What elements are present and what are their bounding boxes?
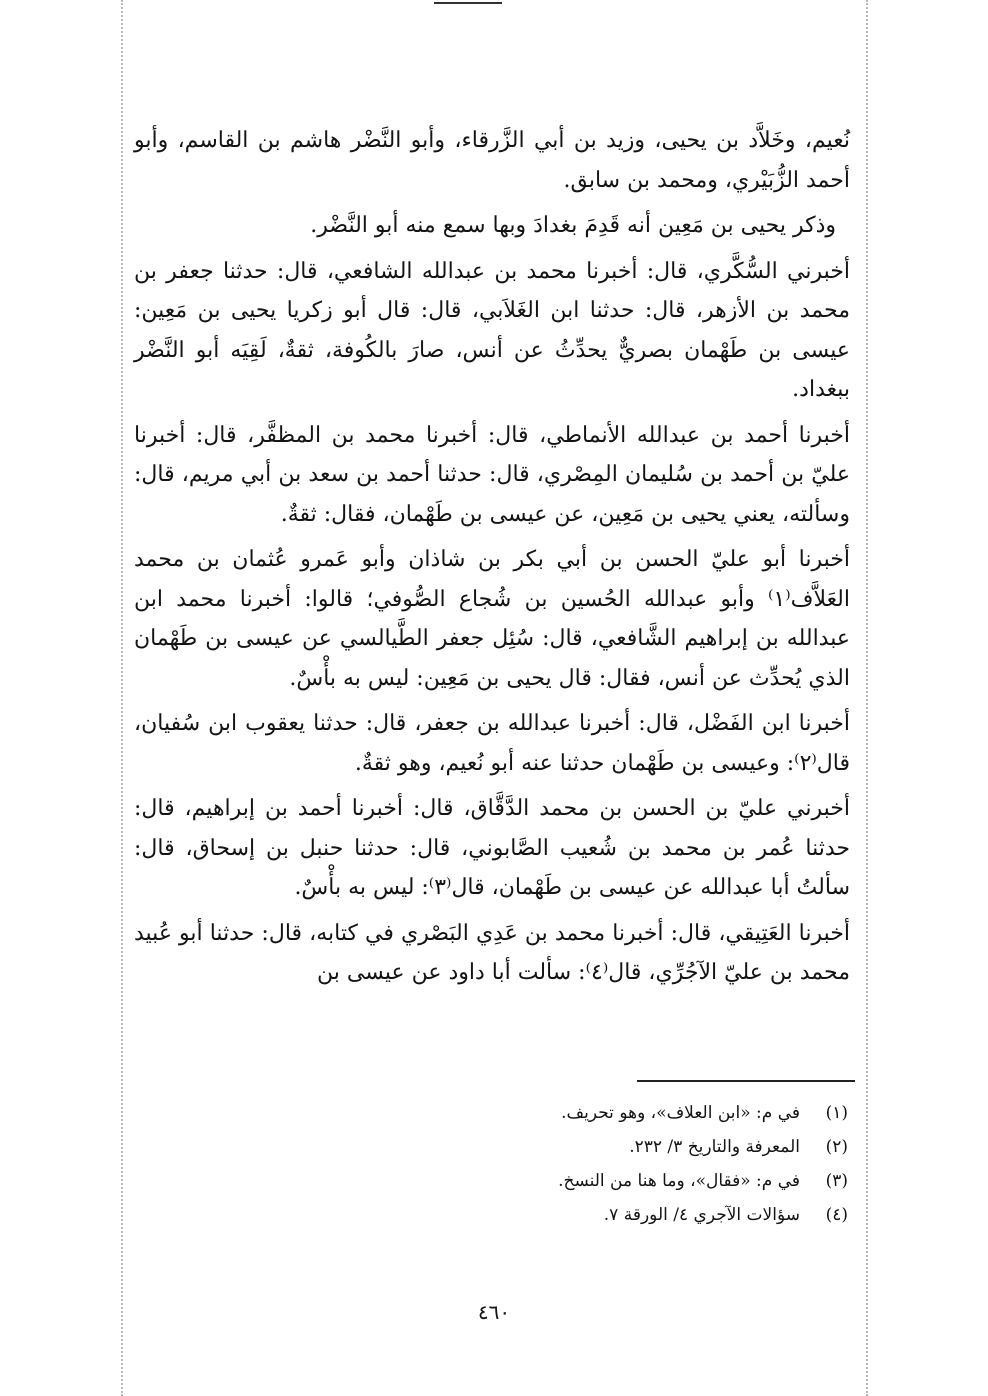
paragraph-6: أخبرنا ابن الفَضْل، قال: أخبرنا عبدالله بن جعفر، قال: حدثنا يعقوب ابن سُفيان، قال⁽٢⁾: وعيسى بن طَهْمان حدثنا عنه أبو نُعيم، وهو ثقةٌ. <box>134 711 850 776</box>
main-text <box>134 121 850 999</box>
footnote-text: في م: «ابن العلاف»، وهو تحريف. <box>561 1103 800 1123</box>
footnote-4 <box>288 1198 848 1232</box>
footnote-text: المعرفة والتاريخ ٣/ ٢٣٢. <box>629 1137 800 1157</box>
footnote-number: (٤) <box>825 1205 848 1225</box>
footnote-1 <box>288 1096 848 1130</box>
footnote-number: (٢) <box>825 1137 848 1157</box>
footnote-2 <box>288 1130 848 1164</box>
page-number: ٤٦٠ <box>477 1300 511 1324</box>
footnote-text: في م: «فقال»، وما هنا من النسخ. <box>558 1171 800 1191</box>
footnote-separator <box>637 1080 855 1082</box>
scan-artifact-left <box>121 0 123 1396</box>
top-rule <box>434 2 502 4</box>
footnotes <box>288 1096 848 1232</box>
footnote-number: (٣) <box>825 1171 848 1191</box>
paragraph-2: وذكر يحيى بن مَعِين أنه قَدِمَ بغدادَ وبها سمع منه أبو النَّضْر. <box>310 213 836 238</box>
footnote-number: (١) <box>825 1103 848 1123</box>
paragraph-7: أخبرني عليّ بن الحسن بن محمد الدَّقَّاق، قال: أخبرنا أحمد بن إبراهيم، قال: حدثنا عُمر بن محمد بن شُعيب الصَّابوني، قال: حدثنا حنبل بن إسحاق، قال: سألتُ أبا عبدالله عن عيسى بن طَهْمان، قال⁽٣⁾: ليس به بأْسٌ. <box>134 796 850 900</box>
paragraph-5: أخبرنا أبو عليّ الحسن بن أبي بكر بن شاذان وأبو عَمرو عُثمان بن محمد العَلاَّف⁽١⁾ وأبو عبدالله الحُسين بن شُجاع الصُّوفي؛ قالوا: أخبرنا محمد ابن عبدالله بن إبراهيم الشَّافعي، قال: سُئِل جعفر الطَّيالسي عن عيسى بن طَهْمان الذي يُحدِّث عن أنس، فقال: قال يحيى بن مَعِين: ليس به بأْسٌ. <box>134 547 850 691</box>
scan-artifact-right <box>866 0 868 1396</box>
paragraph-1: نُعيم، وخَلاَّد بن يحيى، وزيد بن أبي الزَّرقاء، وأبو النَّضْر هاشم بن القاسم، وأبو أحمد الزُّبَيْري، ومحمد بن سابق. <box>134 128 850 193</box>
paragraph-8: أخبرنا العَتِيقي، قال: أخبرنا محمد بن عَدِي البَصْري في كتابه، قال: حدثنا أبو عُبيد محمد بن عليّ الآجُرِّي، قال⁽٤⁾: سألت أبا داود عن عيسى بن <box>134 920 850 985</box>
paragraph-3: أخبرني السُّكَّري، قال: أخبرنا محمد بن عبدالله الشافعي، قال: حدثنا جعفر بن محمد بن الأزهر، قال: حدثنا ابن الغَلاَبي، قال: قال أبو زكريا يحيى بن مَعِين: عيسى بن طَهْمان بصريٌّ يحدِّثُ عن أنس، صارَ بالكُوفة، ثقةٌ، لَقِيَه أبو النَّضْر ببغداد. <box>134 258 850 402</box>
paragraph-4: أخبرنا أحمد بن عبدالله الأنماطي، قال: أخبرنا محمد بن المظفَّر، قال: أخبرنا عليّ بن أحمد بن سُليمان المِصْري، قال: حدثنا أحمد بن سعد بن أبي مريم، قال: وسألته، يعني يحيى بن مَعِين، عن عيسى بن طَهْمان، فقال: ثقةٌ. <box>134 422 850 527</box>
footnote-3 <box>288 1164 848 1198</box>
footnote-text: سؤالات الآجري ٤/ الورقة ٧. <box>603 1205 800 1225</box>
